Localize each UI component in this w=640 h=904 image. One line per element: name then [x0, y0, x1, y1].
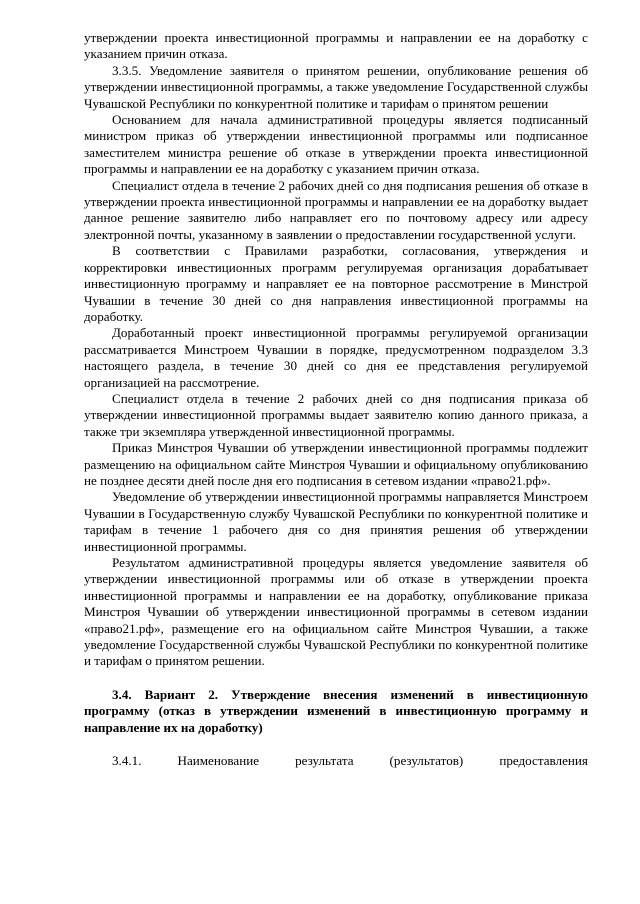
section-3-4-heading: 3.4. Вариант 2. Утверждение внесения изменений в инвестиционную программу (отказ в утверждении изменений в инвестиционную программу и направление их на доработку)	[84, 686, 588, 735]
paragraph: Специалист отдела в течение 2 рабочих дней со дня подписания приказа об утверждении инвестиционной программы выдает заявителю копию данного приказа, а также три экземпляра утвержденной инвестиционной программы.	[84, 390, 588, 439]
paragraph: В соответствии с Правилами разработки, согласования, утверждения и корректировки инвестиционных программ регулируемая организация дорабатывает инвестиционную программу и направляет ее на повторное рассмотрение в Минстрой Чувашии в течение 30 дней со дня направления инвестиционной программы на доработку.	[84, 243, 588, 324]
section-3-4-1-line	[84, 753, 588, 769]
paragraph: Уведомление об утверждении инвестиционной программы направляется Минстроем Чувашии в Государственную службу Чувашской Республики по конкурентной политике и тарифам в течение 1 рабочего дня со дня принятия решения об утверждении инвестиционной программы.	[84, 489, 588, 554]
paragraph: Результатом административной процедуры является уведомление заявителя об утверждении инвестиционной программы или об отказе в утверждении проекта инвестиционной программы и направлении ее на доработку, опубликование приказа Минстроя Чувашии об утверждении инвестиционной программы в сетевом издании «право21.рф», размещение его на официальном сайте Минстроя Чувашии, а также уведомление Государственной службы Чувашской Республики по конкурентной политике и тарифам о принятом решении.	[84, 555, 588, 669]
word: предоставления	[499, 753, 588, 769]
word: результата	[295, 753, 354, 769]
paragraph: Специалист отдела в течение 2 рабочих дней со дня подписания решения об отказе в утверждении проекта инвестиционной программы и направлении ее на доработку выдает данное решение заявителю либо направляет его по почтовому адресу или адресу электронной почты, указанному в заявлении о предоставлении государственной услуги.	[84, 177, 588, 242]
paragraph: Приказ Минстроя Чувашии об утверждении инвестиционной программы подлежит размещению на официальном сайте Минстроя Чувашии и официальному опубликованию не позднее десяти дней после дня его подписания в сетевом издании «право21.рф».	[84, 440, 588, 488]
word: (результатов)	[389, 753, 464, 769]
paragraph: утверждении проекта инвестиционной программы и направлении ее на доработку с указанием причин отказа.	[84, 30, 588, 62]
word: 3.4.1.	[112, 753, 142, 769]
paragraph: Основанием для начала административной процедуры является подписанный министром приказ об утверждении инвестиционной программы или подписанное заместителем министра решение об отказе в утверждении проекта инвестиционной программы и направлении ее на доработку с указанием причин отказа.	[84, 112, 588, 177]
word: Наименование	[177, 753, 260, 769]
section-3-3-5-title: 3.3.5. Уведомление заявителя о принятом решении, опубликование решения об утверждении инвестиционной программы, а также уведомление Государственной службы Чувашской Республики по конкурентной политике и тарифам о принятом решении	[84, 62, 588, 111]
document-page	[84, 30, 588, 769]
paragraph: Доработанный проект инвестиционной программы регулируемой организации рассматривается Минстроем Чувашии в порядке, предусмотренном подразделом 3.3 настоящего раздела, в течение 30 дней со дня ее представления регулируемой организацией на рассмотрение.	[84, 325, 588, 390]
